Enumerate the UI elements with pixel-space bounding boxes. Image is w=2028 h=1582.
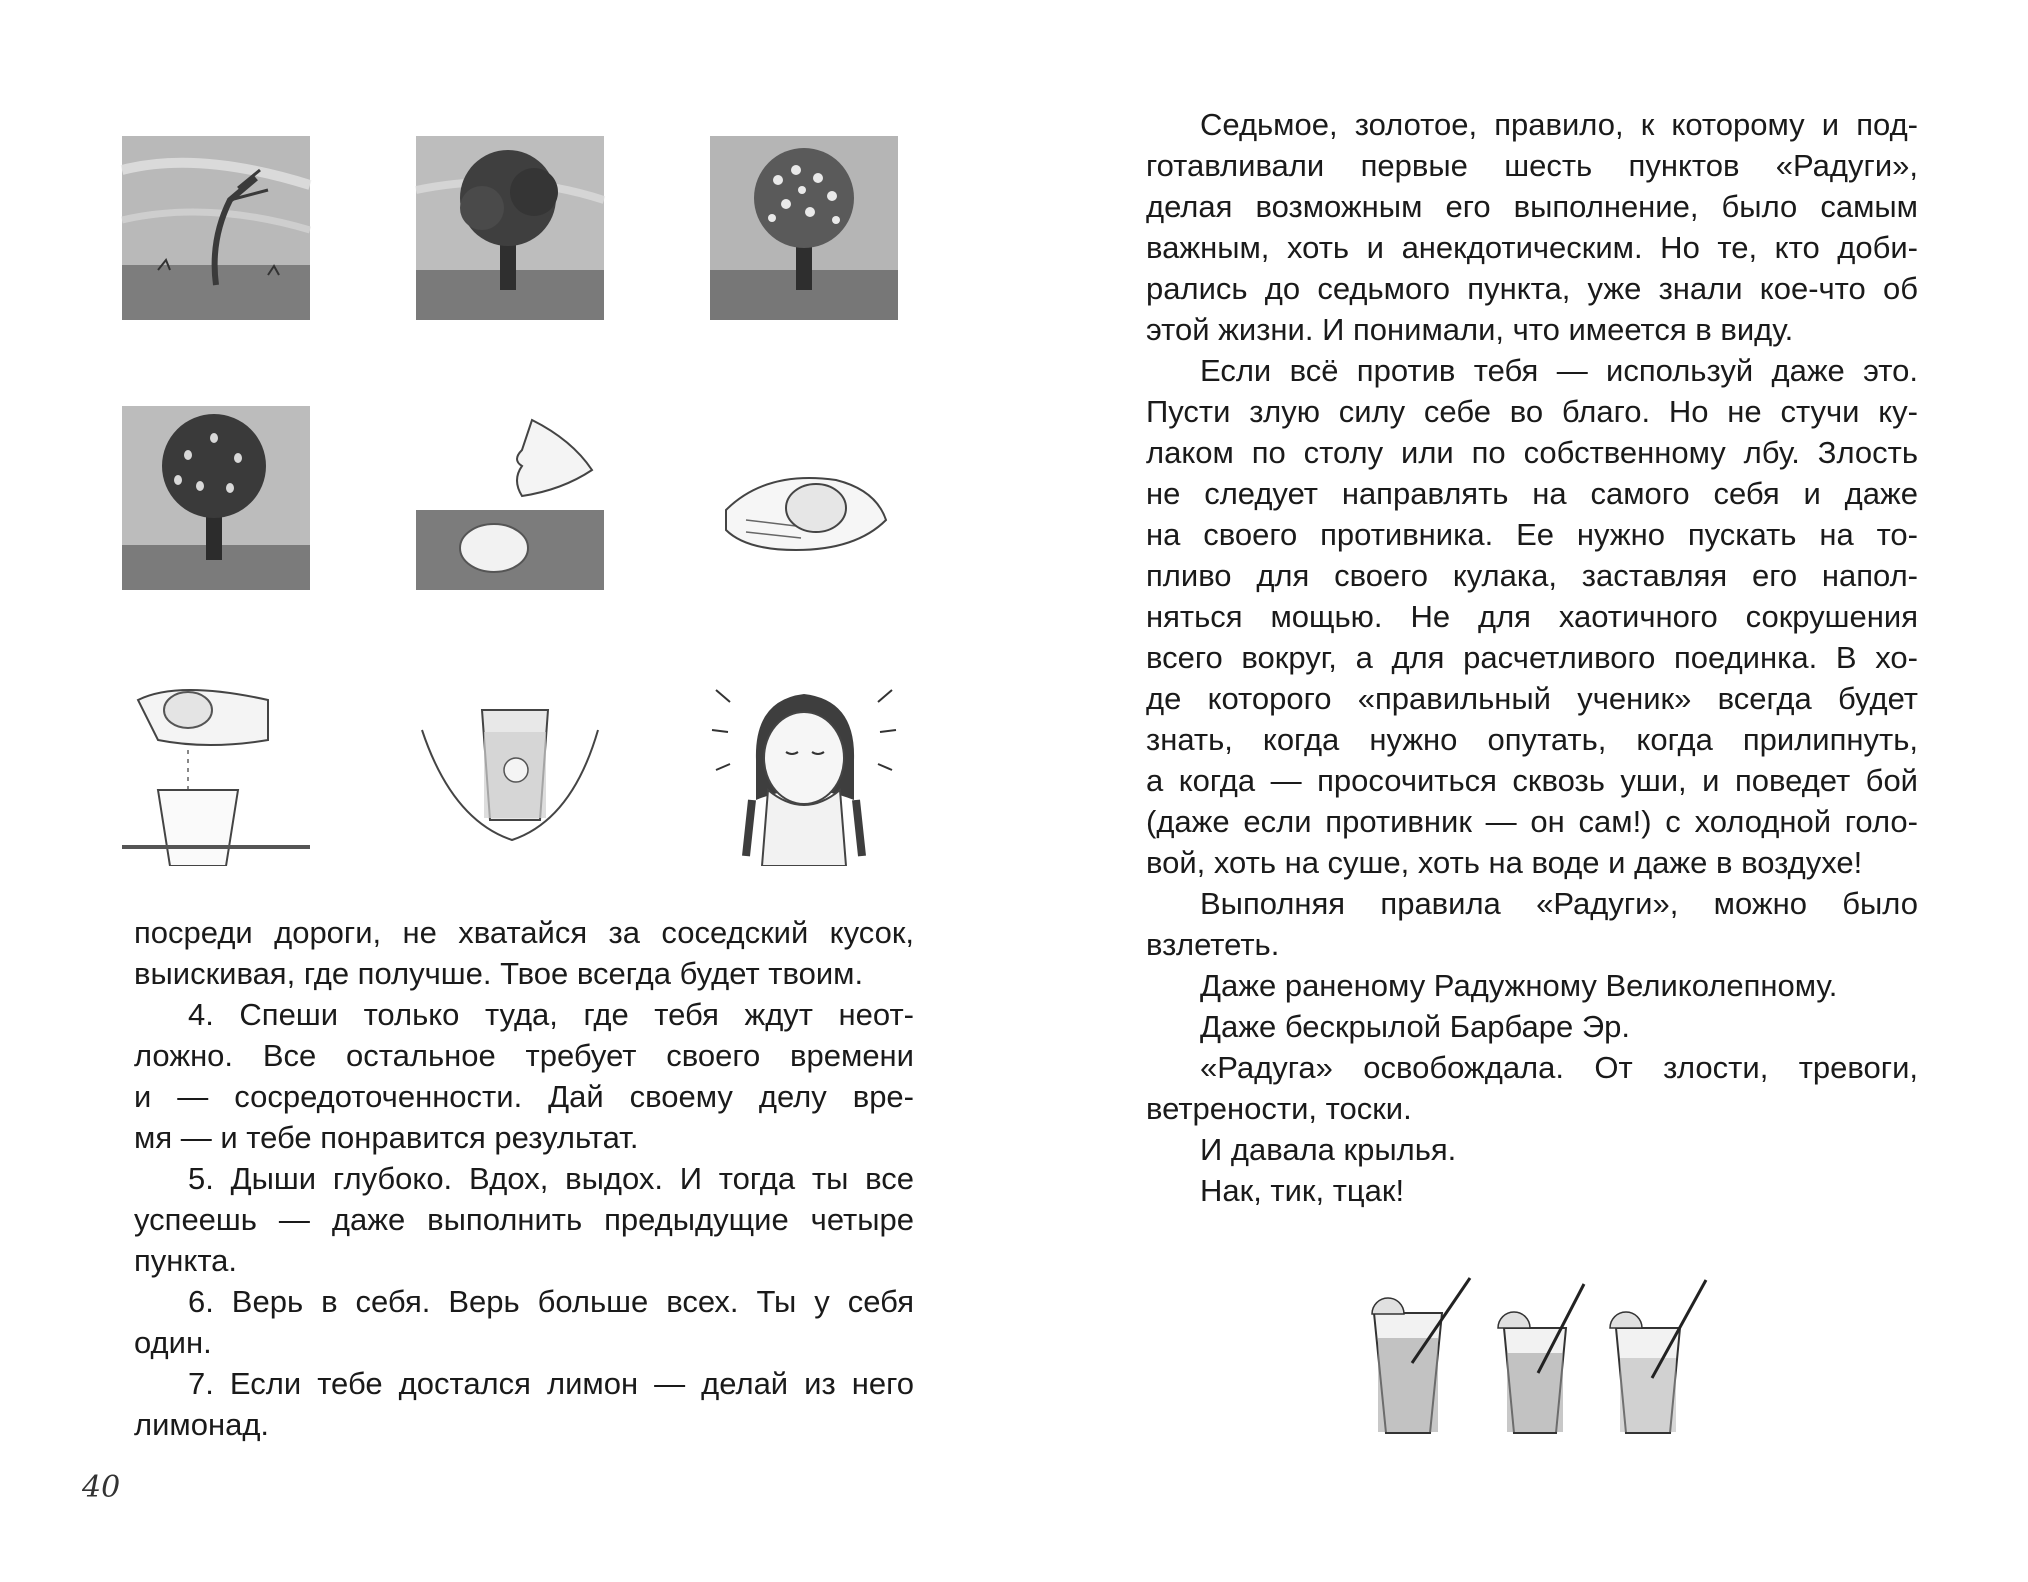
lemonade-glass-icon <box>1498 1284 1584 1433</box>
text-line: знать, когда нужно опутать, когда прилипнуть, <box>1146 722 1918 757</box>
rule-6 <box>134 1281 914 1363</box>
right-text-column <box>1146 104 1918 1211</box>
text-line: «Радуга» освобождала. От злости, тревоги, <box>1200 1050 1918 1085</box>
panel-bare-tree <box>118 130 314 326</box>
panel-squeeze-lemon <box>118 670 314 866</box>
text-line: Даже бескрылой Барбаре Эр. <box>1200 1009 1631 1044</box>
rule-7 <box>134 1363 914 1445</box>
text-line: Если всё против тебя — используй даже это. <box>1200 353 1918 388</box>
text-line: важным, хоть и анекдотическим. Но те, кто доби- <box>1146 230 1918 265</box>
text-line: Выполняя правила «Радуги», можно было <box>1200 886 1918 921</box>
text-line: И давала крылья. <box>1200 1132 1457 1167</box>
text-line: а когда — просочиться сквозь уши, и поведет бой <box>1146 763 1918 798</box>
lemon-falling-into-hand-icon <box>412 400 608 596</box>
text-line: не следует направлять на самого себя и даже <box>1146 476 1918 511</box>
panel-lemon-falling <box>412 400 608 596</box>
text-line: и — сосредоточенности. Дай своему делу вре- <box>134 1079 914 1114</box>
text-line: один. <box>134 1325 212 1360</box>
panel-hands-lemon <box>706 400 902 596</box>
text-line: 4. Спеши только туда, где тебя ждут неот- <box>188 997 914 1032</box>
bare-tree-in-wind-icon <box>118 130 314 326</box>
left-text-column <box>134 912 914 1445</box>
lemonade-glass-icon <box>1610 1280 1706 1433</box>
text-line: пливо для своего кулака, заставляя его напол- <box>1146 558 1918 593</box>
text-line: Пусти злую силу себе во благо. Но не стучи ку- <box>1146 394 1918 429</box>
continued-paragraph <box>134 912 914 994</box>
text-line: Седьмое, золотое, правило, к которому и под- <box>1200 107 1918 142</box>
three-lemonade-glasses-icon <box>1352 1268 1732 1438</box>
text-line: лимонад. <box>134 1407 270 1442</box>
text-line: ветрености, тоски. <box>1146 1091 1412 1126</box>
lemonade-glass-icon <box>1372 1278 1470 1433</box>
rule-5 <box>134 1158 914 1281</box>
text-line: на своего противника. Ее нужно пускать на то- <box>1146 517 1918 552</box>
text-line: успеешь — даже выполнить предыдущие четыре <box>134 1202 914 1237</box>
panel-leafy-tree <box>412 130 608 326</box>
paragraph-freed <box>1146 1047 1918 1129</box>
panel-girl-drinking <box>706 670 902 866</box>
hands-holding-lemon-icon <box>706 400 902 596</box>
text-line: вой, хоть на суше, хоть на воде и даже в воздухе! <box>1146 845 1863 880</box>
blossoming-tree-icon <box>706 130 902 326</box>
text-line: делая возможным его выполнение, было самым <box>1146 189 1918 224</box>
text-line: рались до седьмого пункта, уже знали кое-что об <box>1146 271 1918 306</box>
text-line: посреди дороги, не хватайся за соседский кусок, <box>134 915 914 950</box>
text-line: выискивая, где получше. Твое всегда будет твоим. <box>134 956 864 991</box>
paragraph-take-off <box>1146 883 1918 965</box>
text-line: взлететь. <box>1146 927 1280 962</box>
text-line: (даже если противник — он сам!) с холодной голо- <box>1146 804 1918 839</box>
paragraph-wingless <box>1146 1006 1918 1047</box>
text-line: 5. Дыши глубоко. Вдох, выдох. И тогда ты все <box>188 1161 914 1196</box>
text-line: пункта. <box>134 1243 238 1278</box>
panel-blossom-tree <box>706 130 902 326</box>
text-line: готавливали первые шесть пунктов «Радуги», <box>1146 148 1918 183</box>
text-line: этой жизни. И понимали, что имеется в виду. <box>1146 312 1794 347</box>
text-line: Даже раненому Радужному Великолепному. <box>1200 968 1838 1003</box>
paragraph-wounded <box>1146 965 1918 1006</box>
paragraph-use-everything <box>1146 350 1918 883</box>
text-line: 6. Верь в себя. Верь больше всех. Ты у себя <box>188 1284 914 1319</box>
girl-drinking-lemonade-icon <box>706 670 902 866</box>
text-line: ложно. Все остальное требует своего времени <box>134 1038 914 1073</box>
paragraph-wings <box>1146 1129 1918 1170</box>
paragraph-tick <box>1146 1170 1918 1211</box>
page-number: 40 <box>82 1470 121 1505</box>
paragraph-golden-rule <box>1146 104 1918 350</box>
text-line: Нак, тик, тцак! <box>1200 1173 1405 1208</box>
text-line: 7. Если тебе достался лимон — делай из него <box>188 1366 914 1401</box>
text-line: де которого «правильный ученик» всегда будет <box>1146 681 1918 716</box>
fruit-tree-icon <box>118 400 314 596</box>
hands-squeezing-lemon-icon <box>118 670 314 866</box>
rule-4 <box>134 994 914 1158</box>
text-line: всего вокруг, а для расчетливого поединка. В хо- <box>1146 640 1918 675</box>
text-line: мя — и тебе понравится результат. <box>134 1120 639 1155</box>
text-line: лаком по столу или по собственному лбу. Злость <box>1146 435 1918 470</box>
leafy-tree-icon <box>412 130 608 326</box>
text-line: няться мощью. Не для хаотичного сокрушения <box>1146 599 1918 634</box>
panel-fruit-tree <box>118 400 314 596</box>
hands-holding-lemonade-glass-icon <box>412 670 608 866</box>
panel-glass-lemonade <box>412 670 608 866</box>
